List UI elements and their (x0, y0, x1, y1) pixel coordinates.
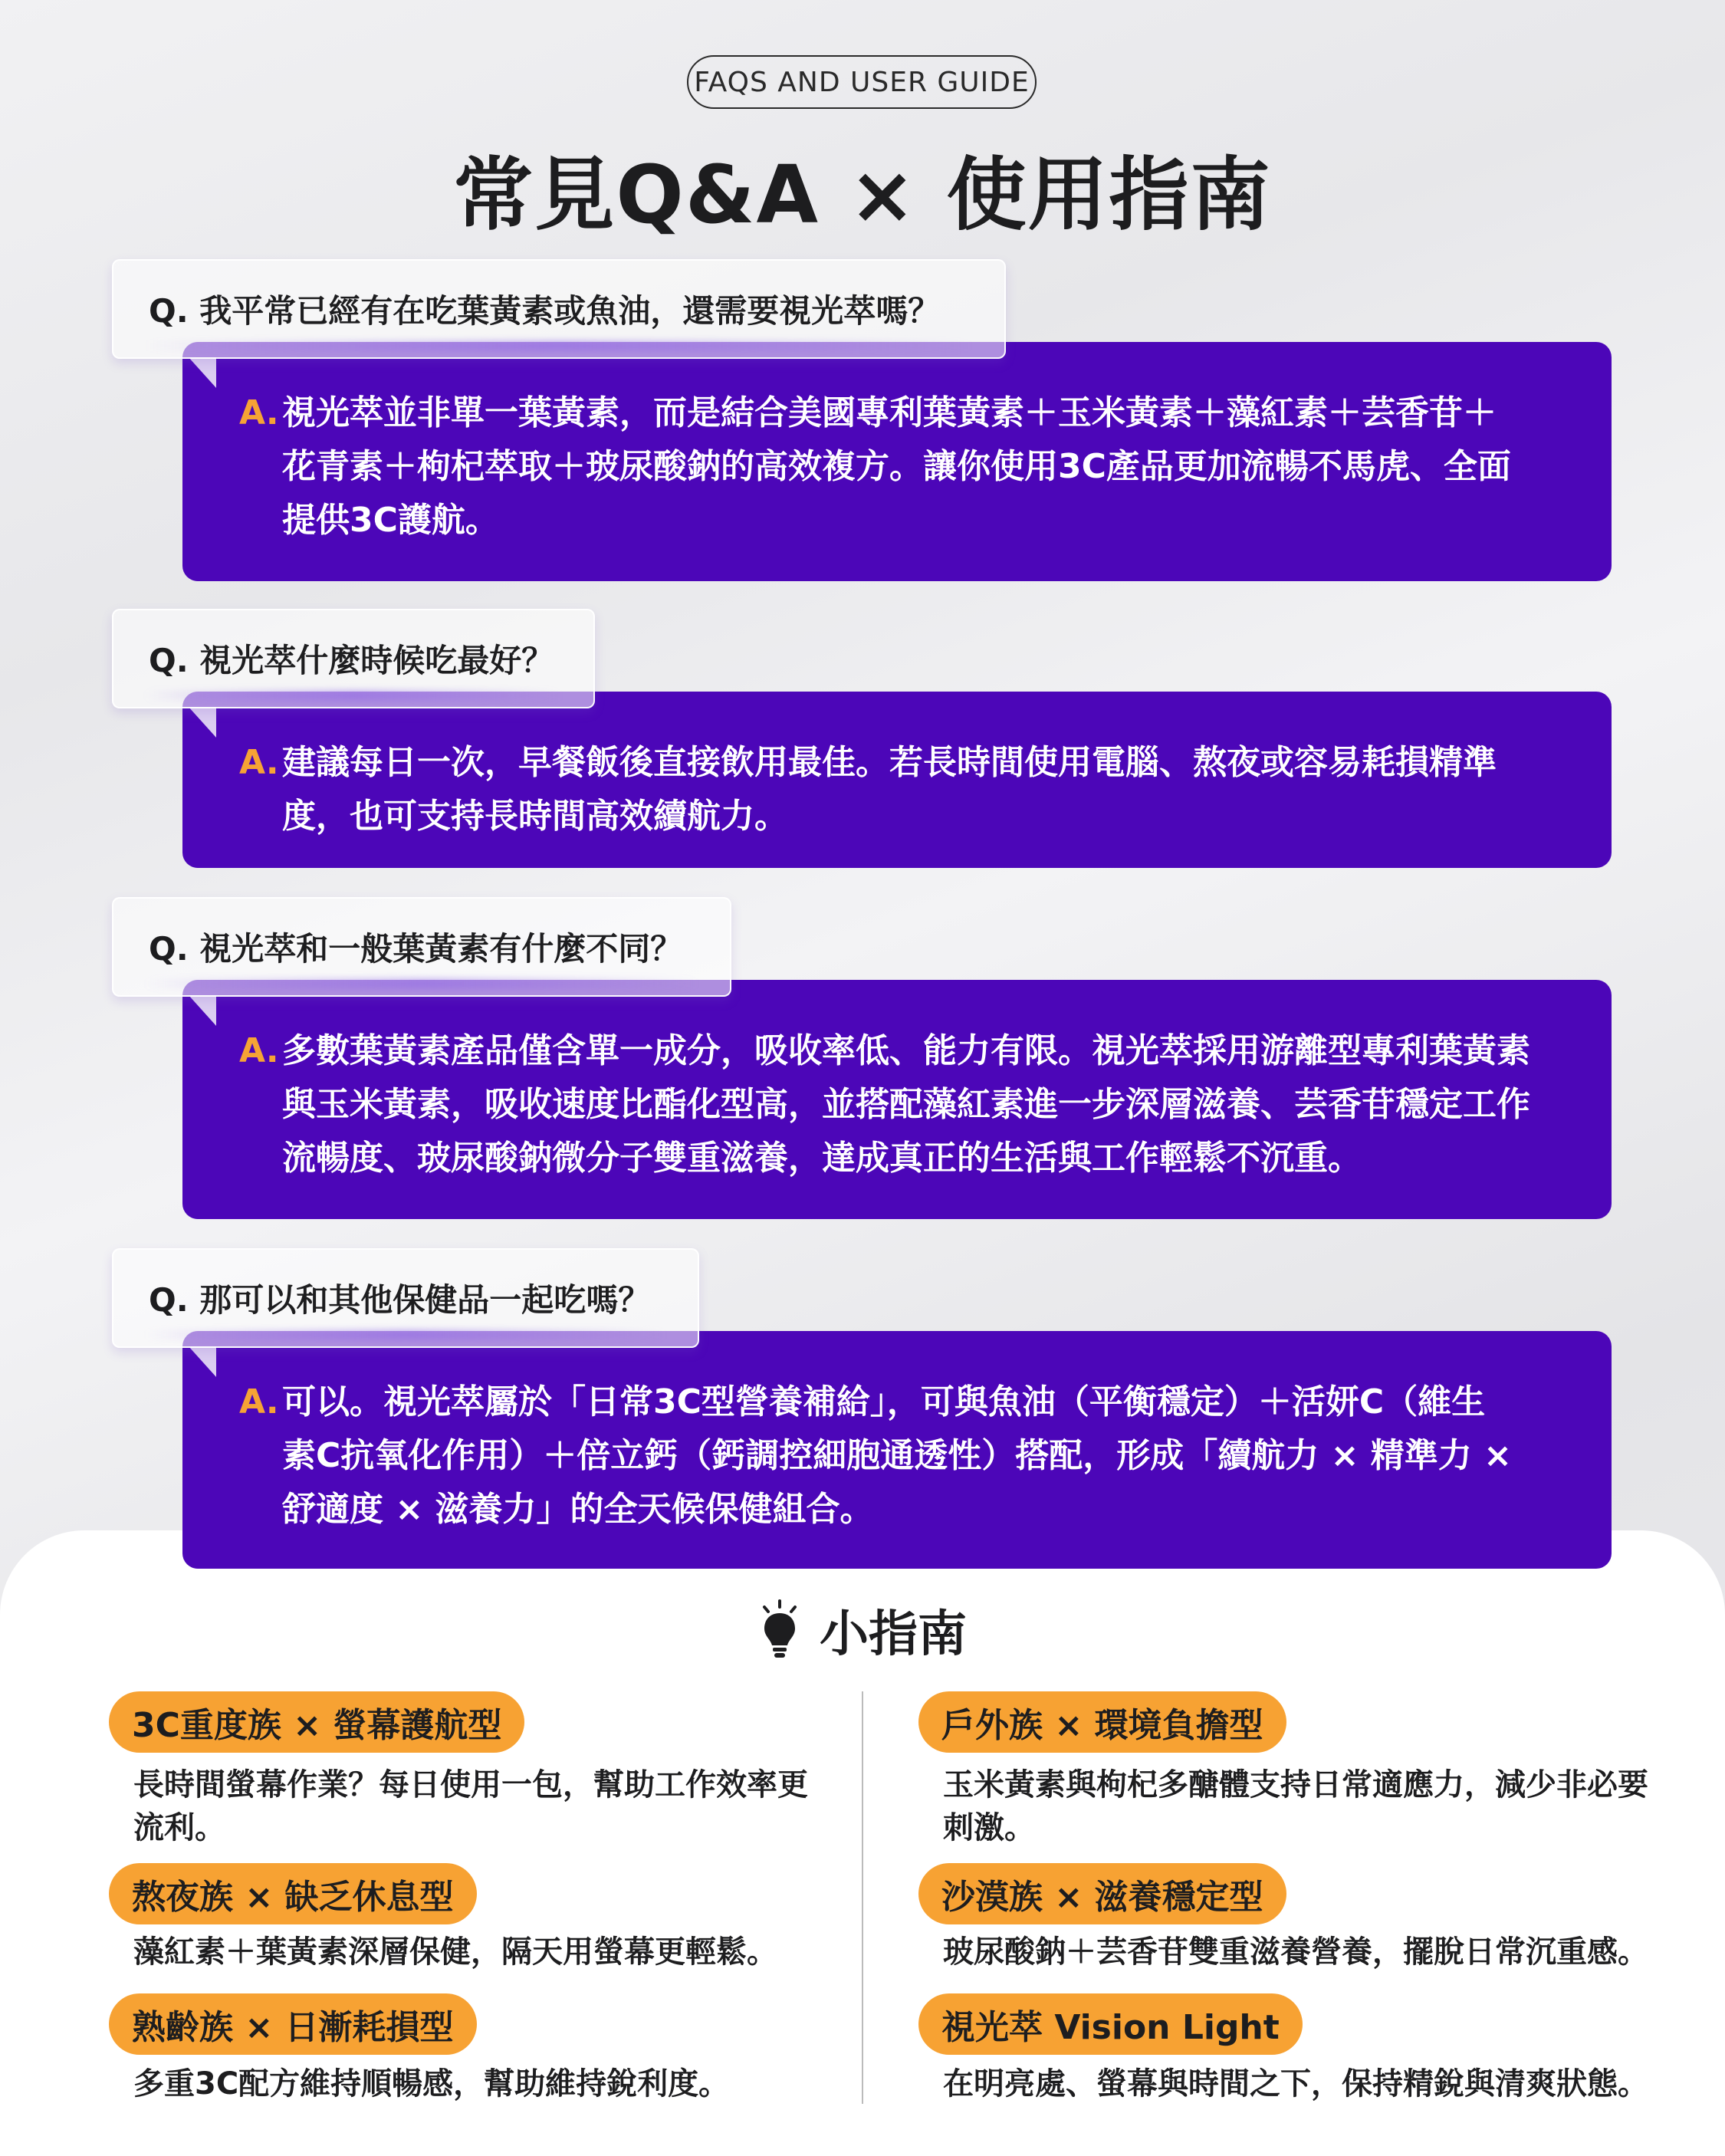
question-text: Q. 我平常已經有在吃葉黃素或魚油，還需要視光萃嗎？ (149, 292, 941, 330)
description-line: 藻紅素＋葉黃素深層保健，隔天用螢幕更輕鬆。 (133, 1934, 777, 1970)
question-text: Q. 視光萃什麼時候吃最好？ (149, 642, 554, 679)
answer-line: 視光萃並非單一葉黃素，而是結合美國專利葉黃素＋玉米黃素＋藻紅素＋芸香苷＋ (282, 393, 1497, 432)
answer-line: 多數葉黃素產品僅含單一成分，吸收率低、能力有限。視光萃採用游離型專利葉黃素 (282, 1031, 1530, 1070)
description-line: 刺激。 (943, 1810, 1035, 1845)
guide-heading-text: 小指南 (820, 1606, 967, 1663)
guide-description (133, 1931, 777, 1974)
description-line: 玉米黃素與枸杞多醣體支持日常適應力，減少非必要 (943, 1767, 1648, 1803)
lightbulb-icon (758, 1599, 801, 1661)
page-title: 常見Q&A × 使用指南 (453, 148, 1272, 242)
guide-tag: 熟齡族 × 日漸耗損型 (109, 1993, 477, 2055)
guide-tag: 熬夜族 × 缺乏休息型 (109, 1863, 477, 1924)
answer-line: 流暢度、玻尿酸鈉微分子雙重滋養，達成真正的生活與工作輕鬆不沉重。 (282, 1139, 1362, 1178)
answer-line: 與玉米黃素，吸收速度比酯化型高，並搭配藻紅素進一步深層滋養、芸香苷穩定工作 (282, 1085, 1530, 1124)
description-line: 在明亮處、螢幕與時間之下，保持精銳與清爽狀態。 (943, 2066, 1648, 2102)
section-pill: FAQS AND USER GUIDE (687, 55, 1037, 109)
faq-answer-3 (182, 980, 1612, 1219)
answer-line: 素C抗氧化作用）＋倍立鈣（鈣調控細胞通透性）搭配，形成「續航力 × 精準力 × (282, 1436, 1512, 1475)
description-line: 流利。 (133, 1810, 225, 1845)
answer-prefix: A. (239, 393, 279, 432)
faq-answer-4 (182, 1331, 1612, 1569)
answer-line: 可以。視光萃屬於「日常3C型營養補給」，可與魚油（平衡穩定）＋活妍C（維生 (282, 1382, 1486, 1421)
answer-prefix: A. (239, 1382, 279, 1421)
answer-line: 建議每日一次，早餐飯後直接飲用最佳。若長時間使用電腦、熬夜或容易耗損精準 (282, 743, 1497, 782)
answer-prefix: A. (239, 743, 279, 782)
guide-heading (0, 1595, 1725, 1665)
description-line: 玻尿酸鈉＋芸香苷雙重滋養營養，擺脫日常沉重感。 (943, 1934, 1648, 1970)
guide-description (943, 2062, 1648, 2105)
guide-description (943, 1931, 1648, 1974)
column-divider (862, 1691, 863, 2104)
faq-question-1 (112, 259, 1006, 359)
faq-question-3 (112, 897, 731, 997)
guide-description (133, 1763, 808, 1849)
description-line: 多重3C配方維持順暢感，幫助維持銳利度。 (133, 2066, 730, 2102)
description-line: 長時間螢幕作業？每日使用一包，幫助工作效率更 (133, 1767, 808, 1803)
guide-description (133, 2062, 729, 2105)
guide-tag: 視光萃 Vision Light (918, 1993, 1303, 2055)
guide-tag: 3C重度族 × 螢幕護航型 (109, 1691, 524, 1753)
answer-line: 舒適度 × 滋養力」的全天候保健組合。 (282, 1490, 874, 1529)
answer-line: 提供3C護航。 (282, 501, 499, 540)
guide-tag: 戶外族 × 環境負擔型 (918, 1691, 1286, 1753)
question-text: Q. 那可以和其他保健品一起吃嗎？ (149, 1281, 651, 1319)
question-text: Q. 視光萃和一般葉黃素有什麼不同？ (149, 930, 683, 968)
answer-line: 度，也可支持長時間高效續航力。 (282, 797, 788, 836)
faq-question-2 (112, 609, 595, 708)
guide-description (943, 1763, 1648, 1849)
answer-prefix: A. (239, 1031, 279, 1070)
guide-tag: 沙漠族 × 滋養穩定型 (918, 1863, 1286, 1924)
faq-answer-1 (182, 342, 1612, 581)
answer-line: 花青素＋枸杞萃取＋玻尿酸鈉的高效複方。讓你使用3C產品更加流暢不馬虎、全面 (282, 447, 1511, 486)
faq-answer-2 (182, 692, 1612, 868)
faq-question-4 (112, 1248, 699, 1348)
